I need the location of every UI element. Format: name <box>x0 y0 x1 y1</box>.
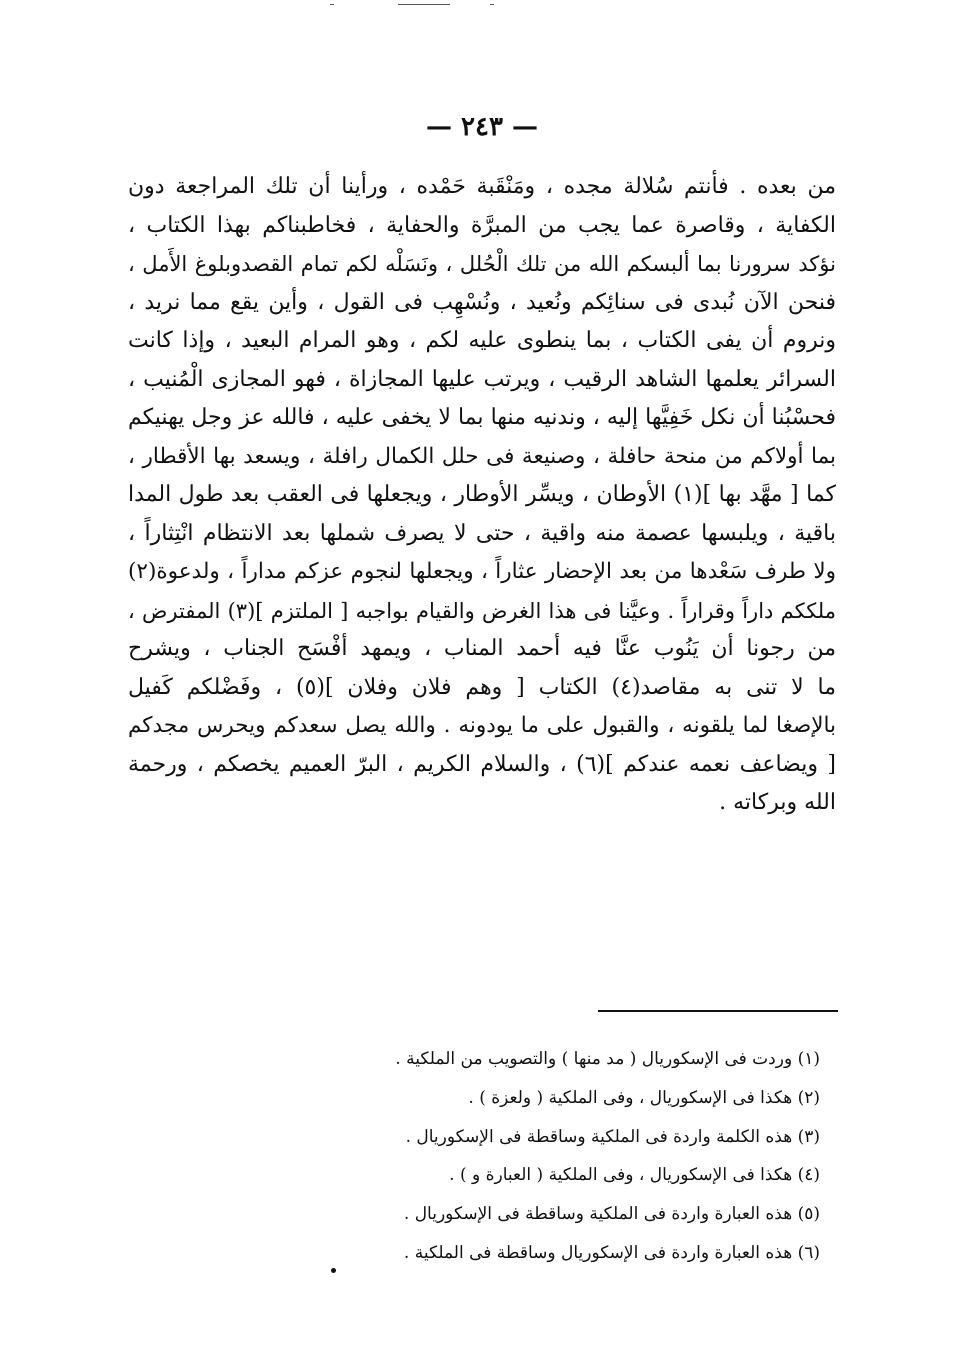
body-line-17: الله وبركاته . <box>719 790 836 815</box>
body-line-4: فنحن الآن نُبدى فى سنائِكم ونُعيد ، ونُسْهِب فى القول ، وأين يقع مما نريد ، <box>128 289 836 315</box>
footnote-6: (٦) هذه العبارة واردة فى الإسكوريال وساقطة فى الملكية . <box>403 1242 820 1263</box>
footnote-5: (٥) هذه العبارة واردة فى الملكية وساقطة فى الإسكوريال . <box>403 1204 820 1225</box>
footnote-1: (١) وردت فى الإسكوريال ( مد منها ) والتصويب من الملكية . <box>395 1049 820 1069</box>
footnote-separator <box>598 1010 838 1012</box>
body-line-15: بالإصغا لما يلقونه ، والقبول على ما يودونه . والله يصل سعدكم ويحرس مجدكم <box>128 713 836 738</box>
footnote-2: (٢) هكذا فى الإسكوريال ، وفى الملكية ( ولعزة ) . <box>468 1087 820 1108</box>
body-line-8: بما أولاكم من منحة حافلة ، وصنيعة فى حلل الكمال رافلة ، ويسعد بها الأقطار ، <box>128 443 836 469</box>
body-line-3: نؤكد سرورنا بما ألبسكم الله من تلك الْحُلل ، ونَسَلْه لكم تمام القصدوبلوغ الأَمل ، <box>128 252 836 276</box>
body-line-11: ولا طرف سَعْدها من بعد الإحضار عثاراً ، ويجعلها لنجوم عزكم مداراً ، ولدعوة(٢) <box>128 559 836 584</box>
footnote-3: (٣) هذه الكلمة واردة فى الملكية وساقطة فى الإسكوريال . <box>405 1126 820 1147</box>
scan-top-marks <box>330 0 590 10</box>
body-line-16: [ ويضاعف نعمه عندكم ](٦) ، والسلام الكريم ، البرّ العميم يخصكم ، ورحمة <box>128 751 836 777</box>
body-line-9: كما [ مهَّد بها ](١) الأوطان ، ويسِّر الأوطار ، ويجعلها فى العقب بعد طول المدا <box>128 482 836 507</box>
body-text <box>128 168 836 823</box>
body-line-6: السرائر يعلمها الشاهد الرقيب ، ويرتب عليها المجازاة ، فهو المجازى الْمُنيب ، <box>128 366 836 392</box>
body-line-13: من رجونا أن يَنُوب عنَّا فيه أحمد المناب ، ويمهد أفْسَح الجناب ، ويشرح <box>128 636 836 661</box>
page-number: — ٢٤٣ — <box>425 112 539 142</box>
body-line-1: من بعده . فأنتم سُلالة مجده ، ومَنْقَبة حَمْده ، ورأينا أن تلك المراجعة دون <box>128 174 836 199</box>
footnote-4: (٤) هكذا فى الإسكوريال ، وفى الملكية ( العبارة و ) . <box>449 1165 820 1186</box>
body-line-7: فحسْبُنا أن نكل خَفِيَّها إليه ، وندنيه منها بما لا يخفى عليه ، فالله عز وجل يهنيكم <box>128 405 836 430</box>
body-line-14: ما لا تنى به مقاصد(٤) الكتاب [ وهم فلان وفلان ](٥) ، وفَضْلكم كَفيل <box>128 674 836 700</box>
body-line-10: باقية ، ويلبسها عصمة منه واقية ، حتى لا يصرف شملها بعد الانتظام انْتِثاراً ، <box>128 520 836 546</box>
scan-speck <box>331 1268 336 1273</box>
footnotes <box>200 1040 820 1273</box>
body-line-2: الكفاية ، وقاصرة عما يجب من المبرَّة والحفاية ، فخاطبناكم بهذا الكتاب ، <box>128 212 836 238</box>
body-line-5: ونروم أن يفى الكتاب ، بما ينطوى عليه لكم ، وهو المرام البعيد ، وإذا كانت <box>128 328 836 353</box>
body-line-12: ملككم داراً وقراراً . وعيَّنا فى هذا الغرض والقيام بواجبه [ الملتزم ](٣) المفترض ، <box>128 598 836 623</box>
